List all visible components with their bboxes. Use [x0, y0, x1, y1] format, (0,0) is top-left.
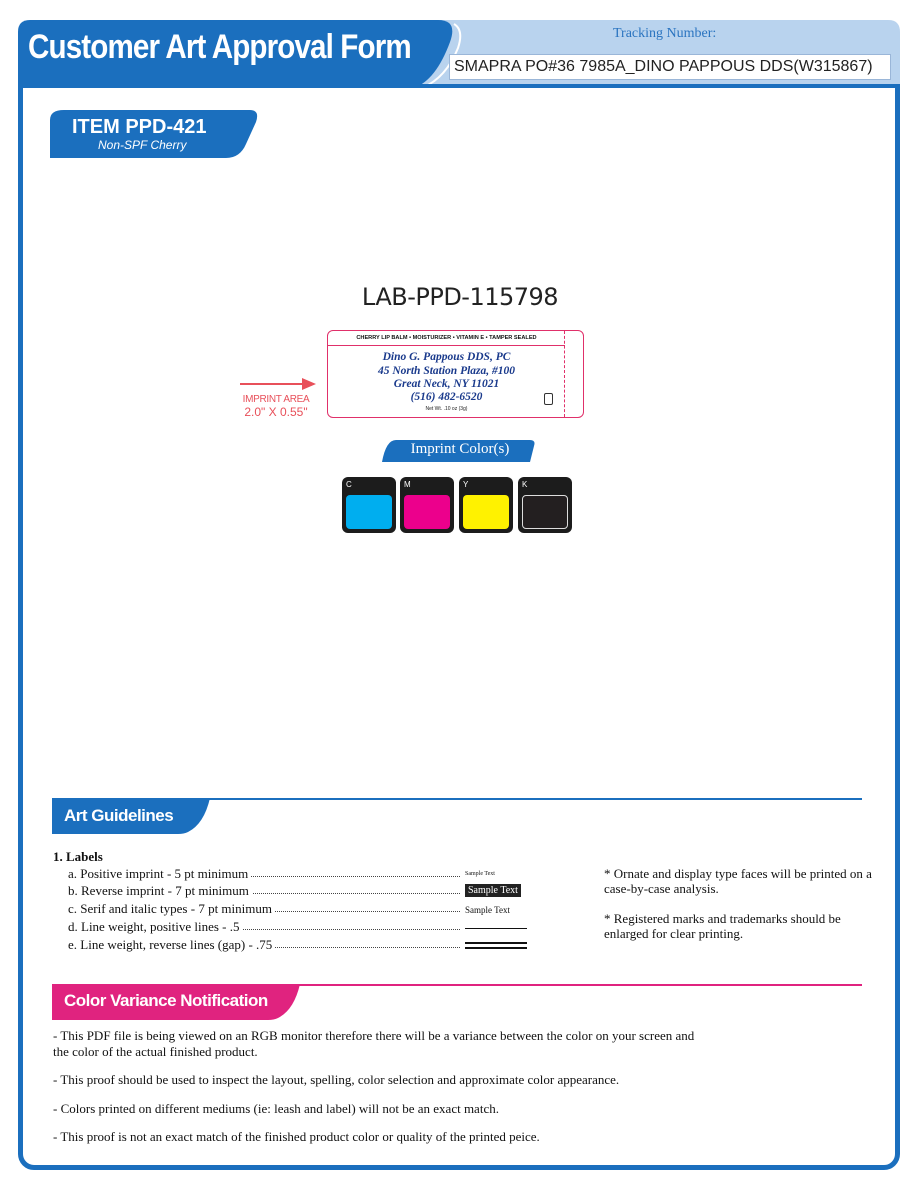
imprint-colors-title: Imprint Color(s): [410, 441, 510, 457]
swatch-fill: [404, 495, 450, 529]
sample-line-reverse-bottom: [465, 947, 527, 949]
imprint-area-size: 2.0" X 0.55": [244, 405, 308, 419]
swatch-yellow: [459, 477, 513, 533]
guideline-text: a. Positive imprint - 5 pt minimum: [68, 866, 251, 881]
guideline-row: [68, 883, 460, 898]
swatch-letter: M: [404, 480, 411, 489]
imprint-area-label: IMPRINT AREA: [242, 394, 310, 405]
variance-item: - This proof should be used to inspect the layout, spelling, color selection and approximate color appearance.: [53, 1072, 620, 1087]
swatch-fill: [463, 495, 509, 529]
variance-item: - This PDF file is being viewed on an RGB monitor therefore there will be a variance between the color on your screen and the color of the actual finished product.: [53, 1028, 695, 1059]
guideline-row: [68, 919, 460, 934]
guideline-text: b. Reverse imprint - 7 pt minimum: [68, 883, 252, 898]
label-line-name: Dino G. Pappous DDS, PC: [382, 351, 511, 363]
label-line-phone: (516) 482-6520: [410, 391, 483, 403]
label-line-city: Great Neck, NY 11021: [393, 378, 500, 390]
swatch-letter: Y: [463, 480, 469, 489]
swatch-letter: K: [522, 480, 528, 489]
label-side-strip: [564, 331, 583, 417]
swatch-letter: C: [346, 480, 352, 489]
swatch-magenta: [400, 477, 454, 533]
tracking-number-label: Tracking Number:: [613, 26, 717, 41]
label-proof: [327, 330, 584, 418]
guideline-note: * Registered marks and trademarks should be enlarged for clear printing.: [604, 911, 841, 941]
form-header: [18, 20, 900, 88]
swatch-cyan: [342, 477, 396, 533]
sample-line-positive: [465, 928, 527, 929]
guideline-note: * Ornate and display type faces will be printed on a case-by-case analysis.: [604, 866, 872, 896]
guideline-text: e. Line weight, reverse lines (gap) - .75: [68, 937, 275, 952]
label-net-weight: Net Wt. .10 oz (3g): [425, 406, 468, 412]
item-code: ITEM PPD-421: [72, 116, 207, 138]
guidelines-title: Art Guidelines: [64, 806, 174, 825]
guidelines-heading: 1. Labels: [53, 849, 103, 864]
guideline-row: [68, 901, 460, 916]
guideline-row: [68, 866, 460, 881]
guideline-text: c. Serif and italic types - 7 pt minimum: [68, 901, 275, 916]
sample-positive: Sample Text: [465, 871, 495, 877]
guideline-text: d. Line weight, positive lines - .5: [68, 919, 243, 934]
imprint-arrow-icon: [240, 376, 320, 392]
label-line-address: 45 North Station Plaza, #100: [377, 365, 516, 377]
label-top-strip: CHERRY LIP BALM • MOISTURIZER • VITAMIN E • TAMPER SEALED: [328, 331, 565, 346]
sample-serif: Sample Text: [465, 905, 510, 915]
variance-item: - This proof is not an exact match of the finished product color or quality of the printed peice.: [53, 1129, 540, 1144]
form-title: Customer Art Approval Form: [28, 28, 411, 66]
variance-item: - Colors printed on different mediums (ie: leash and label) will not be an exact match.: [53, 1101, 499, 1116]
recycle-icon: [544, 393, 553, 405]
proof-title: LAB-PPD-115798: [361, 283, 559, 311]
item-variant: Non-SPF Cherry: [98, 138, 187, 152]
tracking-number-field[interactable]: SMAPRA PO#36 7985A_DINO PAPPOUS DDS(W315867): [449, 54, 891, 80]
guideline-row: [68, 937, 460, 952]
swatch-fill: [522, 495, 568, 529]
sample-line-reverse-top: [465, 942, 527, 944]
swatch-fill: [346, 495, 392, 529]
swatch-black: [518, 477, 572, 533]
sample-reverse-text: Sample Text: [465, 884, 521, 897]
sample-reverse: [465, 885, 521, 896]
variance-title: Color Variance Notification: [64, 991, 268, 1010]
